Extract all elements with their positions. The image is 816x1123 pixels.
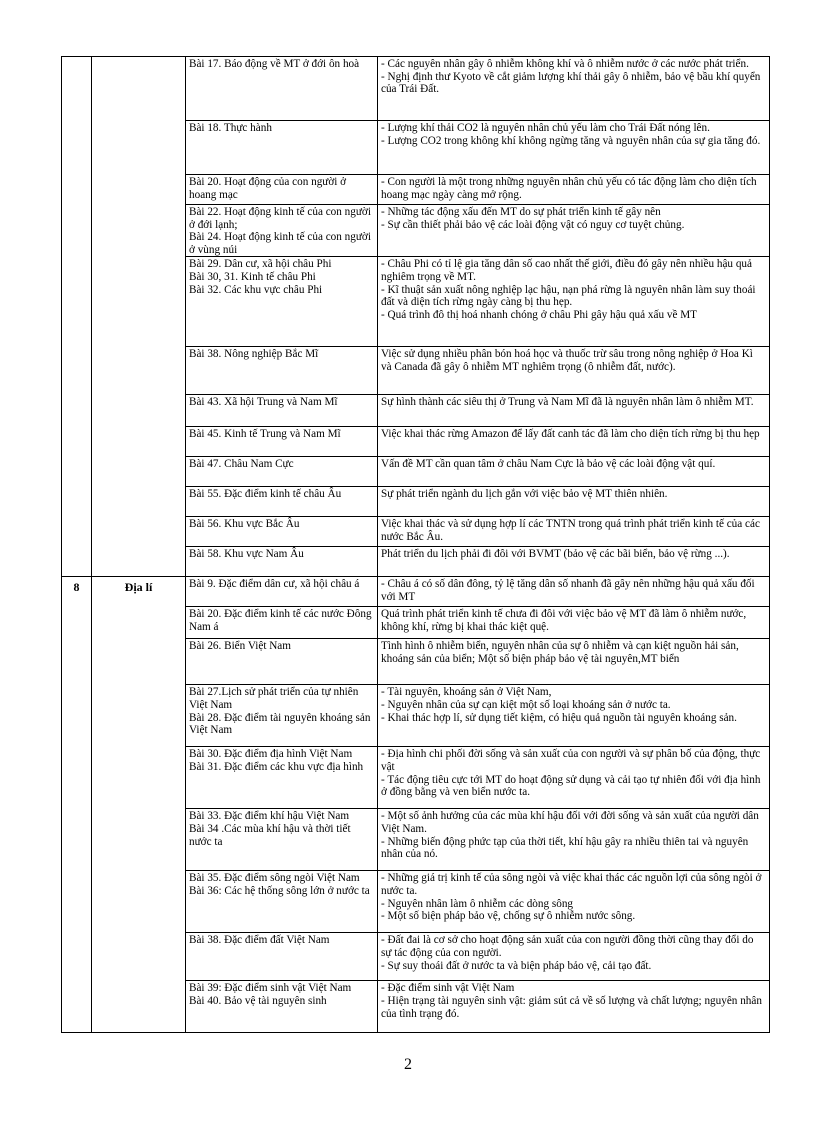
content-line: Tình hình ô nhiễm biển, nguyên nhân của sự ô nhiễm và cạn kiệt nguồn hải sản, khoáng sản của biển; Một số biện pháp bảo vệ tài nguyên,MT biển bbox=[381, 640, 739, 665]
content-line: - Hiện trạng tài nguyên sinh vật: giảm sút cả về số lượng và chất lượng; nguyên nhân của tình trạng đó. bbox=[381, 994, 762, 1020]
lesson-line: Bài 47. Châu Nam Cực bbox=[189, 458, 294, 471]
content-cell bbox=[378, 427, 770, 457]
content-cell bbox=[378, 517, 770, 547]
lesson-line: Bài 35. Đặc điểm sông ngòi Việt Nam bbox=[189, 872, 360, 885]
lesson-cell bbox=[186, 427, 378, 457]
content-line: - Quá trình đô thị hoá nhanh chóng ở châu Phi gây hậu quả xấu về MT bbox=[381, 308, 697, 321]
content-line: Việc sử dụng nhiều phân bón hoá học và thuốc trừ sâu trong nông nghiệp ở Hoa Kì và Canada đã gây ô nhiễm MT nghiêm trọng (ô nhiễm đất, nước). bbox=[381, 348, 753, 373]
content-cell bbox=[378, 257, 770, 347]
content-cell bbox=[378, 981, 770, 1033]
lesson-line: Bài 20. Đặc điểm kinh tế các nước Đông Nam á bbox=[189, 608, 372, 633]
lesson-cell bbox=[186, 639, 378, 685]
content-cell bbox=[378, 577, 770, 607]
content-line: - Đất đai là cơ sở cho hoạt động sản xuất của con người đồng thời cũng thay đổi do sự tác động của con người. bbox=[381, 934, 754, 959]
lesson-line: Bài 9. Đặc điểm dân cư, xã hội châu á bbox=[189, 578, 360, 591]
lesson-cell bbox=[186, 57, 378, 121]
content-cell bbox=[378, 871, 770, 933]
lesson-line: Bài 24. Hoạt động kinh tế của con người ở vùng núi bbox=[189, 231, 371, 256]
lesson-line: Bài 36: Các hệ thống sông lớn ở nước ta bbox=[189, 884, 370, 897]
content-cell bbox=[378, 747, 770, 809]
content-line: - Những biến động phức tạp của thời tiết, khí hậu gây ra nhiều thiên tai và nguyên nhân của nó. bbox=[381, 835, 749, 861]
content-cell bbox=[378, 933, 770, 981]
lesson-line: Bài 43. Xã hội Trung và Nam Mĩ bbox=[189, 396, 338, 409]
lesson-line: Bài 18. Thực hành bbox=[189, 122, 272, 134]
lesson-cell bbox=[186, 685, 378, 747]
lesson-cell bbox=[186, 933, 378, 981]
content-line: - Nguyên nhân làm ô nhiễm các dòng sông bbox=[381, 897, 574, 910]
content-cell bbox=[378, 121, 770, 175]
lesson-cell bbox=[186, 457, 378, 487]
content-line: - Khai thác hợp lí, sử dụng tiết kiệm, có hiệu quả nguồn tài nguyên khoáng sản. bbox=[381, 711, 737, 724]
lesson-cell bbox=[186, 577, 378, 607]
lesson-line: Bài 28. Đặc điểm tài nguyên khoáng sản Việt Nam bbox=[189, 711, 371, 737]
table-row bbox=[62, 57, 770, 121]
lesson-cell bbox=[186, 205, 378, 257]
content-line: - Kĩ thuật sản xuất nông nghiệp lạc hậu, nạn phá rừng là nguyên nhân làm suy thoái đất và diện tích rừng ngày càng bị thu hẹp. bbox=[381, 283, 756, 309]
content-line: - Sự suy thoái đất ở nước ta và biện pháp bảo vệ, cải tạo đất. bbox=[381, 959, 652, 972]
lesson-line: Bài 30, 31. Kinh tế châu Phi bbox=[189, 270, 316, 283]
lesson-line: Bài 22. Hoạt động kinh tế của con người ở đới lạnh; bbox=[189, 206, 371, 231]
subject-cell bbox=[92, 57, 186, 577]
content-line: Phát triển du lịch phải đi đôi với BVMT (bảo vệ các bãi biển, bảo vệ rừng ...). bbox=[381, 548, 730, 561]
page-number: 2 bbox=[404, 1056, 412, 1073]
content-line: - Các nguyên nhân gây ô nhiễm không khí và ô nhiễm nước ở các nước phát triển. bbox=[381, 58, 749, 70]
lesson-line: Bài 55. Đặc điểm kinh tế châu Âu bbox=[189, 488, 342, 501]
content-line: - Con người là một trong những nguyên nhân chủ yếu có tác động làm cho diện tích hoang mạc ngày càng mở rộng. bbox=[381, 176, 757, 201]
content-line: - Những giá trị kinh tế của sông ngòi và việc khai thác các nguồn lợi của sông ngòi ở nước ta. bbox=[381, 872, 762, 897]
content-cell bbox=[378, 457, 770, 487]
lesson-cell bbox=[186, 871, 378, 933]
lesson-line: Bài 33. Đặc điểm khí hậu Việt Nam bbox=[189, 810, 350, 823]
content-line: Sự hình thành các siêu thị ở Trung và Nam Mĩ đã là nguyên nhân làm ô nhiễm MT. bbox=[381, 396, 754, 409]
lesson-cell bbox=[186, 517, 378, 547]
content-cell bbox=[378, 205, 770, 257]
content-line: - Nguyên nhân của sự cạn kiệt một số loại khoáng sản ở nước ta. bbox=[381, 698, 671, 711]
content-line: - Địa hình chi phối đời sống và sản xuất của con người và sự phân bố của động, thực vật bbox=[381, 748, 761, 773]
lesson-line: Bài 56. Khu vực Bắc Âu bbox=[189, 518, 300, 531]
content-cell bbox=[378, 175, 770, 205]
lesson-cell bbox=[186, 809, 378, 871]
lesson-line: Bài 34 .Các mùa khí hậu và thời tiết nước ta bbox=[189, 822, 351, 848]
lesson-line: Bài 38. Đặc điểm đất Việt Nam bbox=[189, 934, 330, 947]
lesson-line: Bài 26. Biển Việt Nam bbox=[189, 640, 291, 653]
content-cell bbox=[378, 809, 770, 871]
lesson-line: Bài 58. Khu vực Nam Âu bbox=[189, 548, 304, 561]
lesson-cell bbox=[186, 487, 378, 517]
content-line: Sự phát triển ngành du lịch gắn với việc bảo vệ MT thiên nhiên. bbox=[381, 488, 668, 501]
lesson-line: Bài 32. Các khu vực châu Phi bbox=[189, 283, 323, 296]
content-line: Quá trình phát triển kinh tế chưa đi đôi với việc bảo vệ MT đã làm ô nhiễm nước, không khí, rừng bị khai thác kiệt quệ. bbox=[381, 608, 747, 633]
content-line: - Nghị định thư Kyoto về cắt giảm lượng khí thải gây ô nhiễm, bảo vệ bầu khí quyển của Trái Đất. bbox=[381, 70, 761, 96]
grade-cell: 8 bbox=[62, 577, 92, 1033]
content-line: - Đặc điểm sinh vật Việt Nam bbox=[381, 982, 515, 995]
content-cell bbox=[378, 57, 770, 121]
lesson-cell bbox=[186, 121, 378, 175]
lesson-cell bbox=[186, 257, 378, 347]
curriculum-table bbox=[61, 56, 770, 1033]
lesson-line: Bài 20. Hoạt động của con người ở hoang mạc bbox=[189, 176, 347, 201]
content-line: - Tác động tiêu cực tới MT do hoạt động sử dụng và cải tạo tự nhiên đối với địa hình ở đồng bằng và ven biển nước ta. bbox=[381, 773, 761, 799]
table-row bbox=[62, 577, 770, 607]
content-line: - Lượng CO2 trong không khí không ngừng tăng và nguyên nhân của sự gia tăng đó. bbox=[381, 134, 761, 147]
lesson-line: Bài 39: Đặc điểm sinh vật Việt Nam bbox=[189, 982, 352, 995]
content-cell bbox=[378, 347, 770, 395]
content-cell bbox=[378, 547, 770, 577]
lesson-cell bbox=[186, 395, 378, 427]
content-line: - Lượng khí thải CO2 là nguyên nhân chủ yếu làm cho Trái Đất nóng lên. bbox=[381, 122, 710, 134]
lesson-line: Bài 30. Đặc điểm địa hình Việt Nam bbox=[189, 748, 353, 761]
content-line: - Một số ảnh hưởng của các mùa khí hậu đối với đời sống và sản xuất của người dân Việt Nam. bbox=[381, 810, 759, 835]
grade-cell bbox=[62, 57, 92, 577]
content-line: - Châu á có số dân đông, tỷ lệ tăng dân số nhanh đã gây nên những hậu quả xấu đối với MT bbox=[381, 578, 755, 603]
content-line: Việc khai thác rừng Amazon để lấy đất canh tác đã làm cho diện tích rừng bị thu hẹp bbox=[381, 428, 760, 441]
lesson-line: Bài 29. Dân cư, xã hội châu Phi bbox=[189, 258, 332, 271]
content-line: Vấn đề MT cần quan tâm ở châu Nam Cực là bảo vệ các loài động vật quí. bbox=[381, 458, 716, 471]
lesson-cell bbox=[186, 547, 378, 577]
content-cell bbox=[378, 395, 770, 427]
lesson-line: Bài 27.Lịch sử phát triển của tự nhiên Việt Nam bbox=[189, 686, 359, 711]
lesson-cell bbox=[186, 347, 378, 395]
content-line: - Châu Phi có tỉ lệ gia tăng dân số cao nhất thế giới, điều đó gây nên nhiều hậu quả nghiêm trọng về MT. bbox=[381, 258, 752, 283]
content-line: Việc khai thác và sử dụng hợp lí các TNTN trong quá trình phát triển kinh tế của các nước Bắc Âu. bbox=[381, 518, 760, 543]
content-line: - Một số biện pháp bảo vệ, chống sự ô nhiễm nước sông. bbox=[381, 910, 636, 923]
content-cell bbox=[378, 607, 770, 639]
lesson-line: Bài 38. Nông nghiệp Bắc Mĩ bbox=[189, 348, 319, 361]
lesson-cell bbox=[186, 607, 378, 639]
content-cell bbox=[378, 685, 770, 747]
lesson-line: Bài 17. Báo động về MT ở đới ôn hoà bbox=[189, 58, 360, 70]
lesson-line: Bài 31. Đặc điểm các khu vực địa hình bbox=[189, 760, 364, 773]
content-cell bbox=[378, 639, 770, 685]
lesson-cell bbox=[186, 981, 378, 1033]
lesson-cell bbox=[186, 747, 378, 809]
content-cell bbox=[378, 487, 770, 517]
content-line: - Tài nguyên, khoáng sản ở Việt Nam, bbox=[381, 686, 552, 699]
content-line: - Sự cần thiết phải bảo vệ các loài động vật có nguy cơ tuyệt chủng. bbox=[381, 218, 685, 231]
lesson-cell bbox=[186, 175, 378, 205]
content-line: - Những tác động xấu đến MT do sự phát triển kinh tế gây nên bbox=[381, 206, 661, 218]
lesson-line: Bài 45. Kinh tế Trung và Nam Mĩ bbox=[189, 428, 341, 441]
subject-cell: Địa lí bbox=[92, 577, 186, 1033]
lesson-line: Bài 40. Bảo vệ tài nguyên sinh bbox=[189, 994, 327, 1007]
